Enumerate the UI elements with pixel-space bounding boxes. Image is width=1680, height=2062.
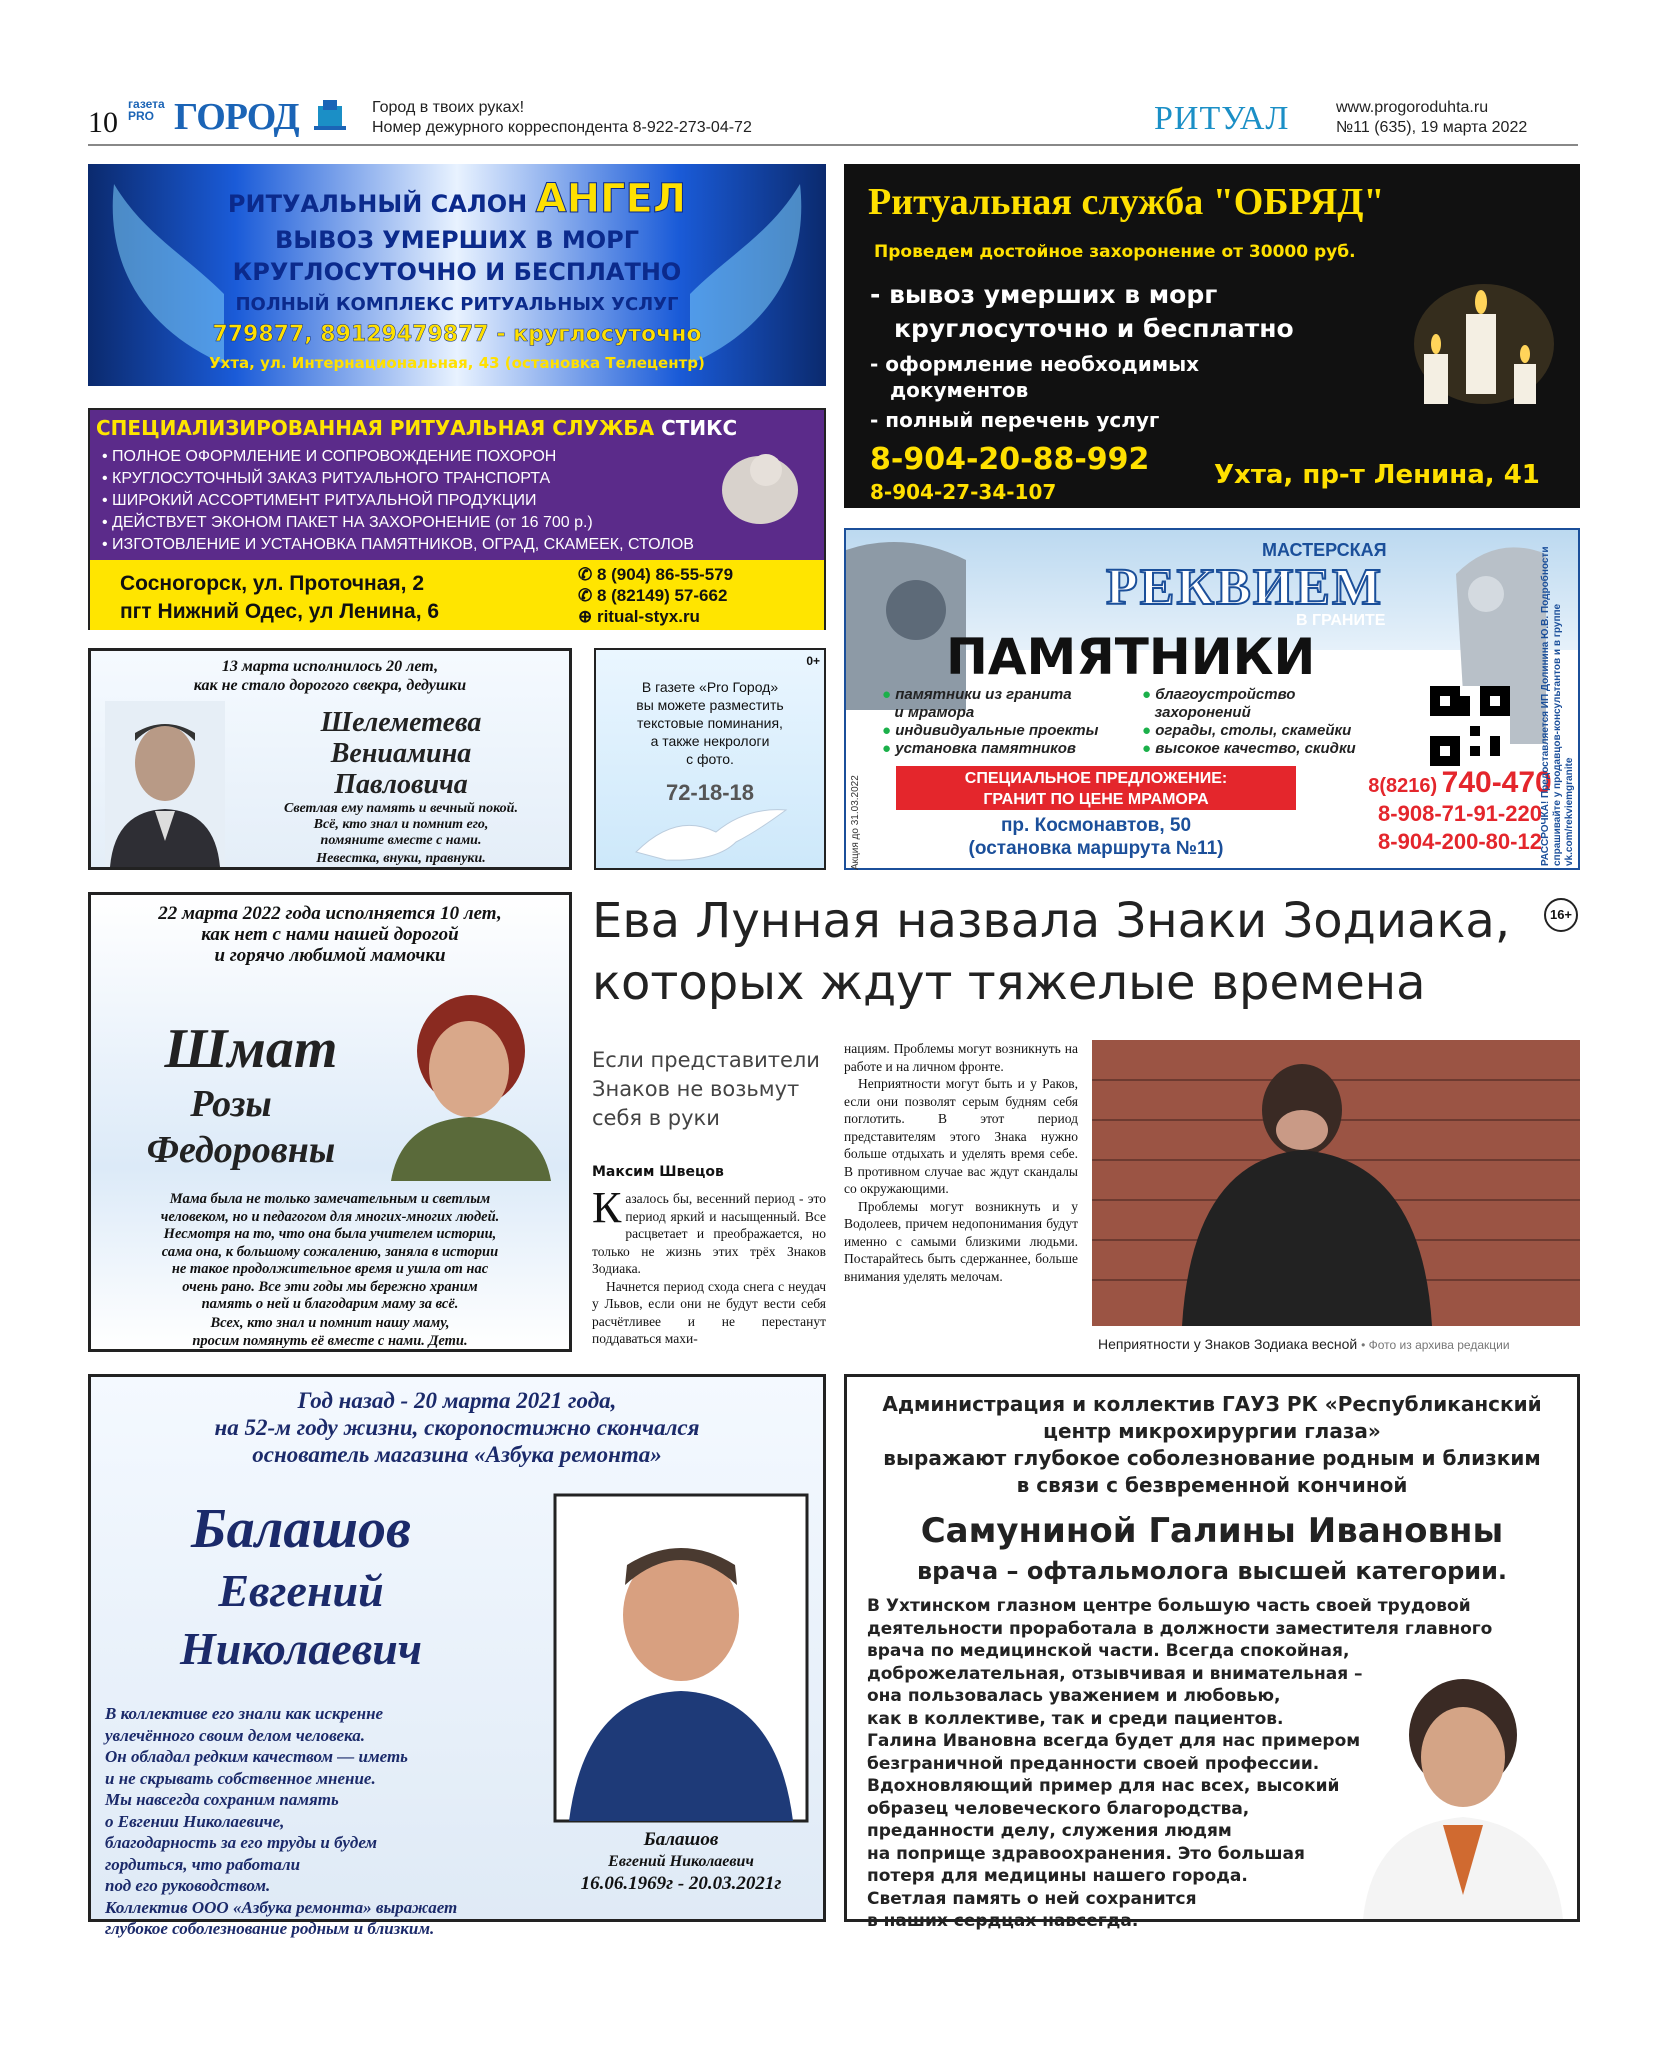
obryad-phone2[interactable]: 8-904-27-34-107 <box>870 480 1057 504</box>
shel-intro: 13 марта исполнилось 20 лет, как не стало дорогого свекра, дедушки <box>193 658 467 694</box>
bala-name3: Николаевич <box>179 1623 423 1674</box>
stiks-top <box>90 410 824 560</box>
rekviem-title: ПАМЯТНИКИ <box>946 628 1316 686</box>
angel-name: АНГЕЛ <box>535 176 687 222</box>
age-rating: 0+ <box>806 654 820 668</box>
obryad-item: - оформление необходимых <box>870 352 1200 376</box>
stiks-item: • ИЗГОТОВЛЕНИЕ И УСТАНОВКА ПАМЯТНИКОВ, ОГРАД, СКАМЕЕК, СТОЛОВ <box>102 536 694 553</box>
obryad-item: - вывоз умерших в морг <box>870 280 1218 309</box>
issue-number: №11 (635), 19 марта 2022 <box>1336 119 1528 136</box>
samu-name: Самуниной Галины Ивановны <box>920 1511 1504 1551</box>
stiks-phone[interactable]: ✆ 8 (82149) 57-662 <box>578 586 728 605</box>
portrait-woman <box>371 981 567 1181</box>
promo-phone[interactable]: 72-18-18 <box>665 780 755 805</box>
phone-icon: ✆ <box>578 586 597 605</box>
rekviem-address: пр. Космонавтов, 50 (остановка маршрута №11) <box>968 815 1224 859</box>
rekviem-name: РЕКВИЕМ <box>1106 559 1384 616</box>
samu-title: врача – офтальмолога высшей категории. <box>916 1557 1508 1585</box>
stiks-phone[interactable]: ✆ 8 (904) 86-55-579 <box>578 565 734 584</box>
angel-phones: 779877, 89129479877 - круглосуточно <box>212 322 702 347</box>
candle-icon <box>1404 274 1564 424</box>
stiks-phones <box>578 564 733 627</box>
obryad-item: - полный перечень услуг <box>870 408 1160 432</box>
correspondent-phone: Номер дежурного корреспондента 8-922-273-04-72 <box>372 119 752 136</box>
promo-text: В газете «Pro Город» вы можете разместить текстовые поминания, а также некрологи с фото. <box>636 679 784 767</box>
rekviem-phone[interactable]: 8-904-200-80-12 <box>1378 829 1542 854</box>
balashov-memorial <box>88 1374 826 1938</box>
dropcap: К <box>592 1183 622 1232</box>
angel-title <box>88 176 826 227</box>
obryad-subtitle: Проведем достойное захоронение от 30000 руб. <box>874 242 1356 262</box>
photo-credit: • Фото из архива редакции <box>1361 1338 1510 1352</box>
stiks-item: • ПОЛНОЕ ОФОРМЛЕНИЕ И СОПРОВОЖДЕНИЕ ПОХОРОН <box>102 448 557 465</box>
shel-sign: Невестка, внуки, правнуки. <box>316 851 486 866</box>
tagline: Город в твоих руках! <box>372 99 525 116</box>
shmat-name1: Шмат <box>164 1018 338 1080</box>
stiks-address: пгт Нижний Одес, ул Ленина, 6 <box>120 600 440 623</box>
article-column-1: Казалось бы, весенний период - это период яркий и насыщенный. Все расцветает и преображается, но только не жизнь этих трёх Знаков Зодиака. Начнется период схода снега с неудач у Львов, если они не будут вести себя расчётливее и не перестанут поддаваться махи- <box>592 1183 826 1346</box>
shmat-text: Мама была не только замечательным и светлым человеком, но и педагогом для многих-многих людей. Несмотря на то, что она была учителем истории, сама она, к большому сожалению, заняла в истории не такое продолжительное время и ушла от нас очень рано. Все эти годы мы бережно храним память о ней и благодарим маму за всё. <box>160 1191 500 1312</box>
bala-text: В коллективе его знали как искренне увлечённого своим делом человека. Он обладал редким качеством — иметь и не скрывать собственное мнение. Мы навсегда сохраним память о Евгении Николаевиче, благодарность за его труды и будем гордиться, что работали под его руководством. Коллектив ООО «Азбука ремонта» выражает глубокое соболезнование родным и близким. <box>105 1704 458 1938</box>
age-rating-badge: 16+ <box>1544 898 1578 932</box>
angel-title-prefix: РИТУАЛЬНЫЙ САЛОН <box>227 190 528 218</box>
header-tagline <box>372 98 752 138</box>
stiks-ad <box>88 408 826 630</box>
bala-intro: Год назад - 20 марта 2021 года, на 52-м году жизни, скоропостижно скончался основатель магазина «Азбука ремонта» <box>214 1388 700 1467</box>
article-author: Максим Швецов <box>592 1164 724 1180</box>
samu-intro: Администрация и коллектив ГАУЗ РК «Республиканский центр микрохирургии глаза» выражают глубокое соболезнование родным и близким в связи с безвременной кончиной <box>882 1392 1542 1497</box>
rekviem-v-granite: В ГРАНИТЕ <box>1296 612 1386 629</box>
bala-photo-caption: Балашов Евгений Николаевич 16.06.1969г - 20.03.2021г <box>580 1829 782 1894</box>
portrait-man <box>105 701 225 867</box>
cherub-icon <box>710 440 810 530</box>
obryad-phone1[interactable]: 8-904-20-88-992 <box>870 442 1150 477</box>
globe-icon: ⊕ <box>578 607 597 626</box>
rekviem-left-list: ● памятники из гранита и мрамора ● индивидуальные проекты ● установка памятников <box>882 686 1099 757</box>
shmat-name3: Федоровны <box>146 1129 336 1171</box>
newspaper-logo: ГОРОД <box>174 96 299 138</box>
stiks-site[interactable]: ⊕ ritual-styx.ru <box>578 607 700 626</box>
photo-caption: Неприятности у Знаков Зодиака весной • Фото из архива редакции <box>1098 1336 1510 1352</box>
shmat-intro: 22 марта 2022 года исполняется 10 лет, как нет с нами нашей дорогой и горячо любимой мамочки <box>158 903 502 966</box>
angel-address: Ухта, ул. Интернациональная, 43 (остановка Телецентр) <box>209 354 705 372</box>
qr-code-icon[interactable] <box>1430 686 1510 766</box>
article-photo <box>1092 1040 1580 1326</box>
rekviem-ad <box>844 528 1580 870</box>
shmat-sign: Всех, кто знал и помнит нашу маму, просим помянуть её вместе с нами. Дети. <box>192 1315 468 1349</box>
stiks-name: СТИКС <box>661 416 738 440</box>
portrait-samunina <box>1353 1665 1573 1919</box>
obituary-promo <box>594 648 826 870</box>
portrait-balashov <box>555 1495 807 1821</box>
angel-line3: КРУГЛОСУТОЧНО И БЕСПЛАТНО <box>232 258 682 286</box>
city-emblem-icon <box>310 96 350 136</box>
rekviem-phones <box>1270 766 1650 856</box>
header-issue-info <box>1336 98 1527 138</box>
rekviem-side-text: РАССРОЧКА! Предоставляется ИП Долинина Ю.В. Подробности спрашивайте у продавцов-консультантов и в группе vk.com/rekviemgranite <box>1540 546 1575 866</box>
shelemeteva-memorial <box>88 648 572 870</box>
header-divider <box>88 144 1578 146</box>
shmat-memorial <box>88 892 572 1352</box>
stiks-item: • КРУГЛОСУТОЧНЫЙ ЗАКАЗ РИТУАЛЬНОГО ТРАНСПОРТА <box>102 470 551 487</box>
website[interactable]: www.progoroduhta.ru <box>1336 99 1489 116</box>
rekviem-right-list: ● благоустройство захоронений ● ограды, столы, скамейки ● высокое качество, скидки <box>1142 686 1356 757</box>
rekviem-masterskaya: МАСТЕРСКАЯ <box>1262 540 1387 560</box>
obryad-title: Ритуальная служба "ОБРЯД" <box>868 181 1385 223</box>
obryad-item: круглосуточно и бесплатно <box>894 314 1294 343</box>
logo-small-text: газета PRO <box>128 97 165 123</box>
rekviem-phone-code: 8(8216) <box>1368 775 1438 797</box>
dove-icon <box>626 802 796 868</box>
bala-name2: Евгений <box>218 1565 384 1616</box>
rekviem-phone-main[interactable]: 740-470 <box>1441 766 1552 799</box>
stiks-contacts <box>90 560 824 630</box>
rekviem-promo-date: Акция до 31.03.2022 <box>850 775 861 870</box>
obryad-address: Ухта, пр-т Ленина, 41 <box>1214 460 1540 490</box>
angel-ad <box>88 164 826 386</box>
obryad-item: документов <box>890 378 1029 402</box>
angel-line4: ПОЛНЫЙ КОМПЛЕКС РИТУАЛЬНЫХ УСЛУГ <box>235 294 679 315</box>
samunina-memorial <box>844 1374 1580 1931</box>
stiks-item: • ШИРОКИЙ АССОРТИМЕНТ РИТУАЛЬНОЙ ПРОДУКЦИИ <box>102 492 537 509</box>
rekviem-special: СПЕЦИАЛЬНОЕ ПРЕДЛОЖЕНИЕ: ГРАНИТ ПО ЦЕНЕ МРАМОРА <box>896 766 1296 810</box>
shmat-name2: Розы <box>190 1083 272 1125</box>
article-headline: Ева Лунная назвала Знаки Зодиака, которых ждут тяжелые времена <box>592 893 1511 1011</box>
stiks-title-text: СПЕЦИАЛИЗИРОВАННАЯ РИТУАЛЬНАЯ СЛУЖБА <box>96 416 655 440</box>
article-column-2: нациям. Проблемы могут возникнуть на работе и на личном фронте. Неприятности могут быть и у Раков, если они позволят серым будням себя поглотить. В этот период представителям этого Знака нужно больше отдыхать и уделять время себе. В противном случае вас ждут скандалы со окружающими. Проблемы могут возникнуть и у Водолеев, причем недопонимания будут именно с самыми близкими людьми. Постарайтесь быть сдержаннее, больше внимания уделять мелочам. <box>844 1041 1078 1284</box>
shel-text: Светлая ему память и вечный покой. Всё, кто знал и помнит его, помяните вместе с нами. <box>284 801 518 848</box>
angel-line2: ВЫВОЗ УМЕРШИХ В МОРГ <box>274 226 640 254</box>
section-title: РИТУАЛ <box>1154 100 1290 137</box>
rekviem-phone[interactable]: 8-908-71-91-220 <box>1378 801 1542 826</box>
obryad-ad <box>844 164 1580 508</box>
stiks-item: • ДЕЙСТВУЕТ ЭКОНОМ ПАКЕТ НА ЗАХОРОНЕНИЕ (от 16 700 р.) <box>102 514 593 531</box>
phone-icon: ✆ <box>578 565 597 584</box>
stiks-list <box>102 446 694 556</box>
article-lead: Если представители Знаков не возьмут себя в руки <box>592 1048 820 1130</box>
stiks-address: Сосногорск, ул. Проточная, 2 <box>120 572 424 595</box>
shel-name: Шелеметева Вениамина Павловича <box>320 707 482 800</box>
stiks-title <box>96 416 737 440</box>
page-number: 10 <box>88 106 118 139</box>
stiks-addresses <box>120 570 439 626</box>
bala-name1: Балашов <box>191 1498 411 1560</box>
samu-text: В Ухтинском глазном центре большую часть своей трудовой деятельности проработала в должности заместителя главного врача по медицинской части. Всегда спокойная, доброжелательная, отзывчивая и внимательная – она пользовалась уважением и любовью, как в коллективе, так и среди пациентов. Галина Ивановна всегда будет для нас примером безграничной преданности своей профессии. Вдохновляющий пример для нас всех, высокий образец человеческого благородства, преданности делу, служения людям на поприще здравоохранения. Это большая потеря для медицины нашего города. Светлая память о ней сохранится в наших сердцах навсегда. <box>867 1596 1493 1931</box>
